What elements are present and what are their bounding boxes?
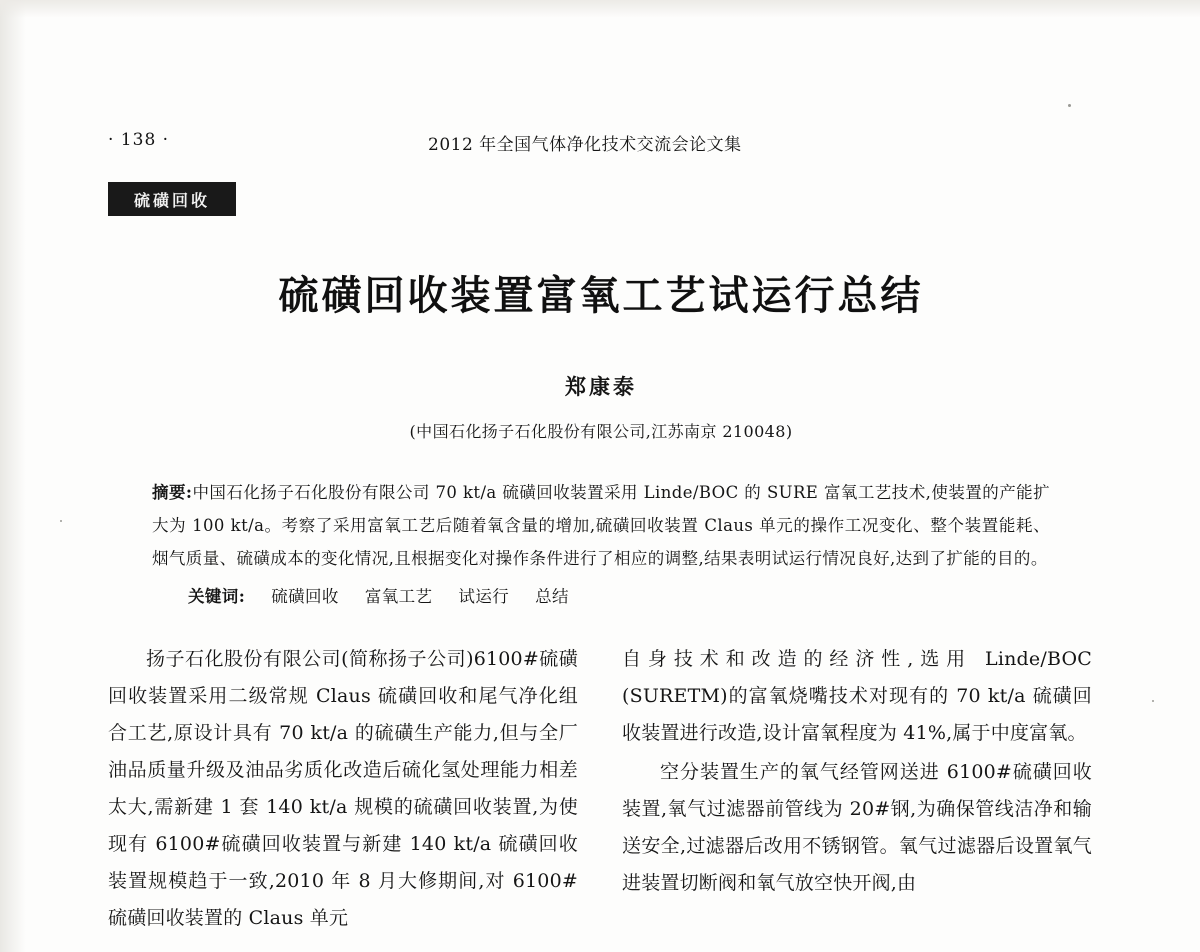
author-name: 郑康泰 xyxy=(565,375,637,399)
scan-speck xyxy=(60,520,62,522)
keywords-label: 关键词: xyxy=(188,587,246,606)
scan-speck xyxy=(1152,700,1154,702)
keywords xyxy=(108,583,1094,607)
scan-edge-top xyxy=(0,0,1200,18)
page-number: · 138 · xyxy=(108,130,170,150)
keyword-item: 硫磺回收 xyxy=(271,587,339,606)
paragraph: 自身技术和改造的经济性,选用 Linde/BOC (SURETM)的富氧烧嘴技术对现有的 70 kt/a 硫磺回收装置进行改造,设计富氧程度为 41%,属于中度富氧。 xyxy=(622,648,1092,745)
abstract-text: 中国石化扬子石化股份有限公司 70 kt/a 硫磺回收装置采用 Linde/BOC 的 SURE 富氧工艺技术,使装置的产能扩大为 100 kt/a。考察了采用富氧工艺后随着氧含量的增加,硫磺回收装置 Claus 单元的操作工况变化、整个装置能耗、烟气质量、硫磺成本的变化情况,且根据变化对操作条件进行了相应的调整,结果表明试运行情况良好,达到了扩能的目的。 xyxy=(152,483,1050,568)
body-column-right xyxy=(622,641,1092,937)
keyword-item: 富氧工艺 xyxy=(364,587,433,606)
body-columns xyxy=(108,641,1094,937)
keyword-item: 试运行 xyxy=(458,587,510,606)
paragraph: 扬子石化股份有限公司(简称扬子公司)6100#硫磺回收装置采用二级常规 Claus 硫磺回收和尾气净化组合工艺,原设计具有 70 kt/a 的硫磺生产能力,但与全厂油品质量升级及油品劣质化改造后硫化氢处理能力相差太大,需新建 1 套 140 kt/a 规模的硫磺回收装置,为使现有 6100#硫磺回收装置与新建 140 kt/a 硫磺回收装置规模趋于一致,2010 年 8 月大修期间,对 6100#硫磺回收装置的 Claus 单元 xyxy=(108,648,578,930)
abstract-label: 摘要: xyxy=(152,483,193,502)
section-tag-badge: 硫磺回收 xyxy=(108,182,236,216)
page-content xyxy=(108,120,1094,937)
paragraph: 空分装置生产的氧气经管网送进 6100#硫磺回收装置,氧气过滤器前管线为 20#钢,为确保管线洁净和输送安全,过滤器后改用不锈钢管。氧气过滤器后设置氧气进装置切断阀和氧气放空快开阀,由 xyxy=(622,761,1092,895)
page-title: 硫磺回收装置富氧工艺试运行总结 xyxy=(278,273,924,319)
body-column-left xyxy=(108,641,578,937)
scan-speck xyxy=(1068,104,1071,107)
scan-edge-left xyxy=(0,0,26,952)
running-title: 2012 年全国气体净化技术交流会论文集 xyxy=(428,135,742,155)
abstract xyxy=(108,476,1094,575)
author-affiliation: (中国石化扬子石化股份有限公司,江苏南京 210048) xyxy=(409,422,793,441)
keyword-item: 总结 xyxy=(535,587,569,606)
running-head xyxy=(108,120,1094,160)
